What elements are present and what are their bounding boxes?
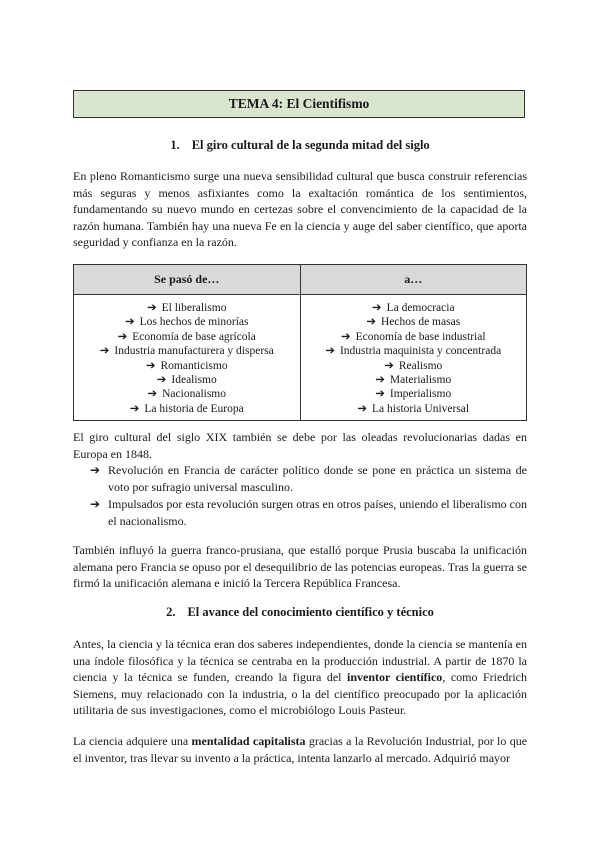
list-item: ➔ Los hechos de minorías	[124, 316, 249, 329]
arrow-right-icon: ➔	[384, 359, 394, 372]
comparison-table	[73, 264, 527, 421]
revolutions-paragraph: El giro cultural del siglo XIX también se debe por las oleadas revolucionarias dadas en Europa en 1848.	[73, 430, 527, 461]
arrow-right-icon: ➔	[325, 345, 335, 358]
list-item: ➔ Economía de base industrial	[340, 330, 486, 343]
table-header-from: Se pasó de…	[74, 265, 301, 295]
list-item: ➔ Realismo	[384, 359, 443, 372]
arrow-right-icon: ➔	[145, 359, 156, 372]
page-title: TEMA 4: El Cientifismo	[73, 90, 525, 118]
arrow-right-icon: ➔	[117, 330, 128, 343]
list-item: ➔ Nacionalismo	[147, 388, 226, 401]
arrow-right-icon: ➔	[340, 330, 351, 343]
section-1-heading	[73, 138, 527, 153]
war-paragraph: También influyó la guerra franco-prusiana, que estalló porque Prusia buscaba la unificación alemana pero Francia se opuso por el desequilibrio de las potencias europeas. Tras la guerra se firmó la unificación alemana e inició la Tercera República Francesa.	[73, 543, 527, 591]
arrow-right-icon: ➔	[99, 345, 110, 358]
capitalism-paragraph: La ciencia adquiere una mentalidad capitalista gracias a la Revolución Industrial, por lo que el inventor, tras llevar su invento a la práctica, intenta lanzarlo al mercado. Adquirió mayor	[73, 734, 528, 765]
list-item: ➔ Hechos de masas	[366, 316, 461, 329]
bold-term: mentalidad capitalista	[191, 734, 306, 748]
list-item: ➔ La democracia	[371, 302, 455, 314]
section-1-number: 1.	[170, 138, 180, 152]
arrow-right-icon: ➔	[147, 302, 157, 314]
list-item: ➔ La historia Universal	[357, 402, 470, 415]
revolutions-list	[90, 462, 527, 530]
to-column	[300, 295, 527, 421]
list-item: ➔ Economía de base agrícola	[117, 330, 256, 343]
list-item: ➔ Materialismo	[375, 374, 452, 387]
list-item: ➔ El liberalismo	[147, 302, 227, 314]
arrow-right-icon: ➔	[147, 388, 158, 401]
list-item: ➔ Industria manufacturera y dispersa	[99, 345, 274, 358]
arrow-right-icon: ➔	[371, 302, 382, 314]
list-item: ➔ Imperialismo	[375, 388, 452, 401]
list-item: ➔ Industria maquinista y concentrada	[325, 345, 502, 358]
arrow-right-icon: ➔	[357, 402, 368, 415]
arrow-right-icon: ➔	[375, 388, 385, 401]
from-column	[74, 295, 301, 421]
list-item: ➔ Revolución en Francia de carácter político donde se pone en práctica un sistema de voto por sufragio universal masculino.	[90, 463, 527, 494]
table-header-to: a…	[300, 265, 527, 295]
arrow-right-icon: ➔	[90, 497, 101, 512]
arrow-right-icon: ➔	[375, 374, 385, 387]
arrow-right-icon: ➔	[90, 463, 101, 477]
bold-term: inventor científico	[347, 670, 443, 685]
section-2-title: El avance del conocimiento científico y técnico	[187, 605, 434, 619]
arrow-right-icon: ➔	[129, 402, 140, 415]
intro-paragraph: En pleno Romanticismo surge una nueva sensibilidad cultural que busca construir referencias más seguras y menos asfixiantes como la exaltación romántica de los sentimientos, fundamentando su nuevo mundo en certezas sobre el convencimiento de la capacidad de la razón humana. También hay una nueva Fe en la ciencia y auge del saber científico, que aporta seguridad y confianza en la razón.	[73, 169, 527, 250]
arrow-right-icon: ➔	[124, 316, 135, 329]
section-2-heading	[73, 605, 527, 620]
arrow-right-icon: ➔	[366, 316, 376, 329]
list-item: ➔ La historia de Europa	[129, 402, 244, 415]
section-2-number: 2.	[166, 605, 176, 619]
arrow-right-icon: ➔	[156, 374, 167, 387]
section-1-title: El giro cultural de la segunda mitad del siglo	[191, 138, 430, 152]
list-item: ➔ Idealismo	[156, 374, 217, 387]
list-item: ➔ Romanticismo	[145, 359, 228, 372]
science-paragraph: Antes, la ciencia y la técnica eran dos saberes independientes, donde la ciencia se mantenía en una índole filosófica y la técnica se centraba en la producción industrial. A partir de 1870 la ciencia y la técnica se funden, creando la figura del inventor científico, como Friedrich Siemens, muy relacionado con la industria, o la del científico preocupado por la aplicación utilitaria de sus investigaciones, como el microbiólogo Louis Pasteur.	[73, 637, 527, 718]
list-item: ➔ Impulsados por esta revolución surgen otras en otros países, uniendo el liberalismo con el nacionalismo.	[90, 497, 527, 528]
